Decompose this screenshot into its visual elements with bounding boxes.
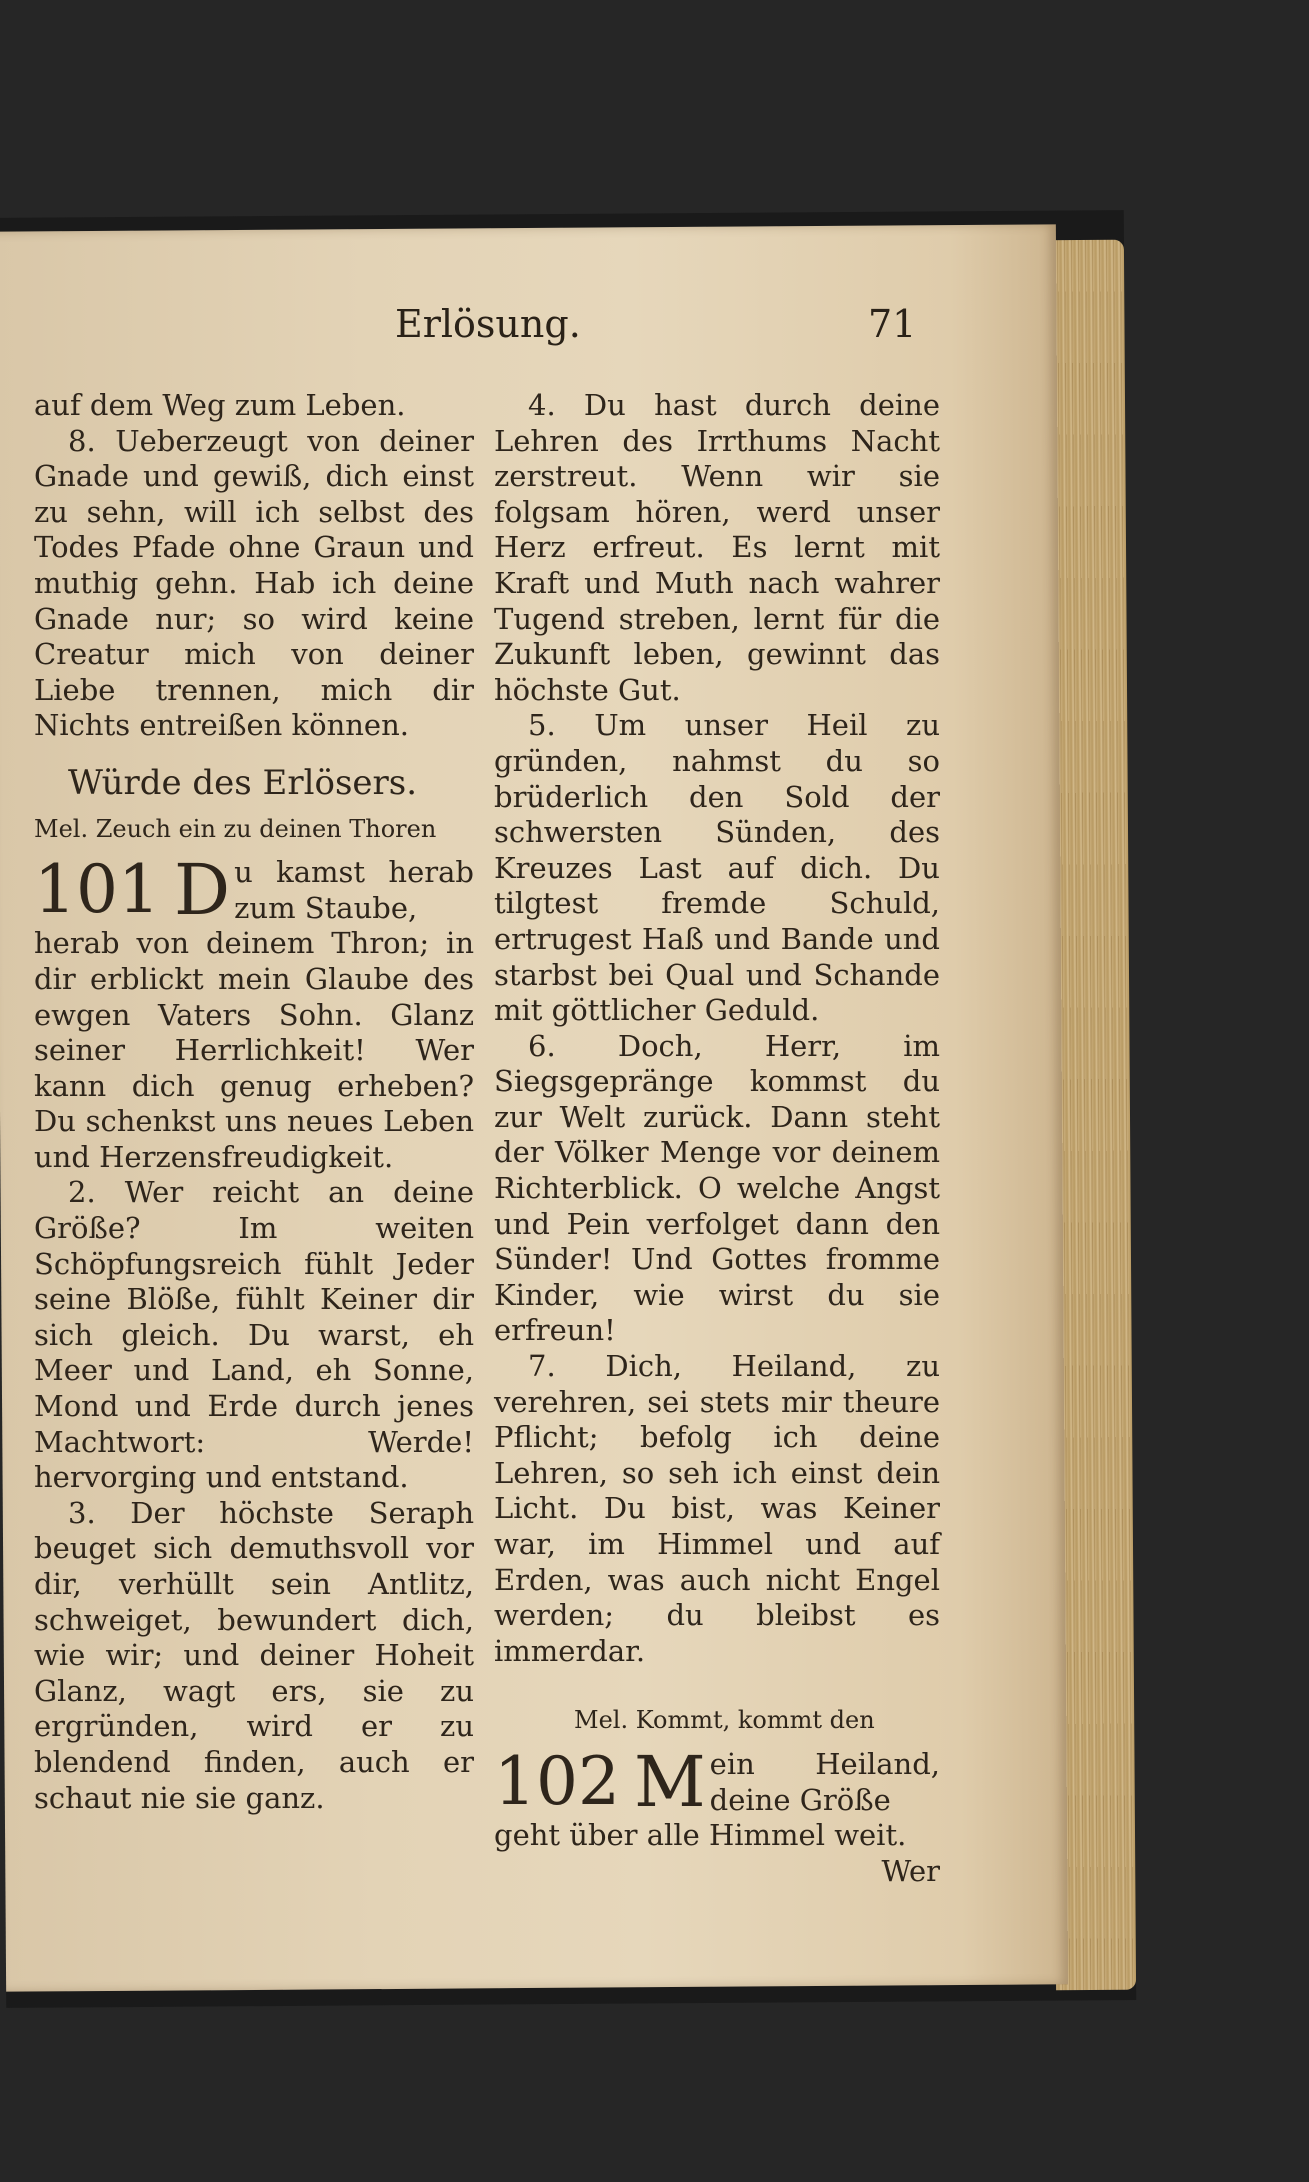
page-number: 71 <box>868 302 917 346</box>
verse-5: 5. Um unser Heil zu gründen, nahmst du so brüderlich den Sold der schwersten Sünden, des Kreuzes Last auf dich. Du tilgtest fremde Schuld, ertrugest Haß und Bande und starbst bei Qual und Schande mit göttlicher Geduld. <box>494 708 940 1028</box>
hymn-102-start <box>494 1740 940 1823</box>
hymn-first-line: ein Heiland, deine Größe <box>709 1746 940 1817</box>
hymn-number: 101 <box>34 851 160 929</box>
page-header <box>0 302 1062 362</box>
running-title: Erlösung. <box>395 302 581 346</box>
melody-line: Mel. Kommt, kommt den <box>574 1706 875 1735</box>
catchword: Wer <box>881 1853 940 1888</box>
verse-continuation: auf dem Weg zum Leben. <box>34 388 406 422</box>
dropcap: M <box>633 1740 706 1823</box>
section-title: Würde des Erlösers. <box>68 762 418 803</box>
right-column <box>494 388 940 1889</box>
verse-4: 4. Du hast durch deine Lehren des Irrthums Nacht zerstreut. Wenn wir sie folgsam hören, werd unser Herz erfreut. Es lernt mit Kraft und Muth nach wahrer Tugend streben, lernt für die Zukunft leben, gewinnt das höchste Gut. <box>494 388 940 707</box>
verse-1-rest: herab von deinem Thron; in dir erblickt mein Glaube des ewgen Vaters Sohn. Glanz seiner Herrlichkeit! Wer kann dich genug erheben? Du schenkst uns neues Leben und Herzensfreudigkeit. <box>34 926 474 1174</box>
verse-2: 2. Wer reicht an deine Größe? Im weiten Schöpfungsreich fühlt Jeder seine Blöße, fühlt Keiner dir sich gleich. Du warst, eh Meer und Land, eh Sonne, Mond und Erde durch jenes Machtwort: Werde! hervorging und entstand. <box>34 1175 474 1495</box>
left-column <box>34 388 474 1816</box>
dropcap: D <box>173 849 231 932</box>
hymn-first-line: u kamst herab zum Staube, <box>234 855 474 925</box>
hymn-number: 102 <box>494 1742 620 1820</box>
hymn-101-start <box>34 849 474 932</box>
verse-7: 7. Dich, Heiland, zu verehren, sei stets mir theure Pflicht; befolg ich deine Lehren, so seh ich einst dein Licht. Du bist, was Keiner war, im Himmel und auf Erden, was auch nicht Engel werden; du bleibst es immerdar. <box>494 1349 940 1668</box>
verse-1-start: geht über alle Himmel weit. <box>494 1818 907 1853</box>
verse-3: 3. Der höchste Seraph beuget sich demuthsvoll vor dir, verhüllt sein Antlitz, schweiget, bewundert dich, wie wir; und deiner Hoheit Glanz, wagt ers, sie zu ergründen, wird er zu blendend finden, auch er schaut nie sie ganz. <box>34 1495 474 1815</box>
melody-line: Mel. Zeuch ein zu deinen Thoren <box>34 814 437 843</box>
verse-8: 8. Ueberzeugt von deiner Gnade und gewiß, dich einst zu sehn, will ich selbst des Todes Pfade ohne Graun und muthig gehn. Hab ich deine Gnade nur; so wird keine Creatur mich von deiner Liebe trennen, mich dir Nichts entreißen können. <box>34 423 474 743</box>
verse-6: 6. Doch, Herr, im Siegsgepränge kommst du zur Welt zurück. Dann steht der Völker Menge vor deinem Richterblick. O welche Angst und Pein verfolget dann den Sünder! Und Gottes fromme Kinder, wie wirst du sie erfreun! <box>494 1028 940 1348</box>
